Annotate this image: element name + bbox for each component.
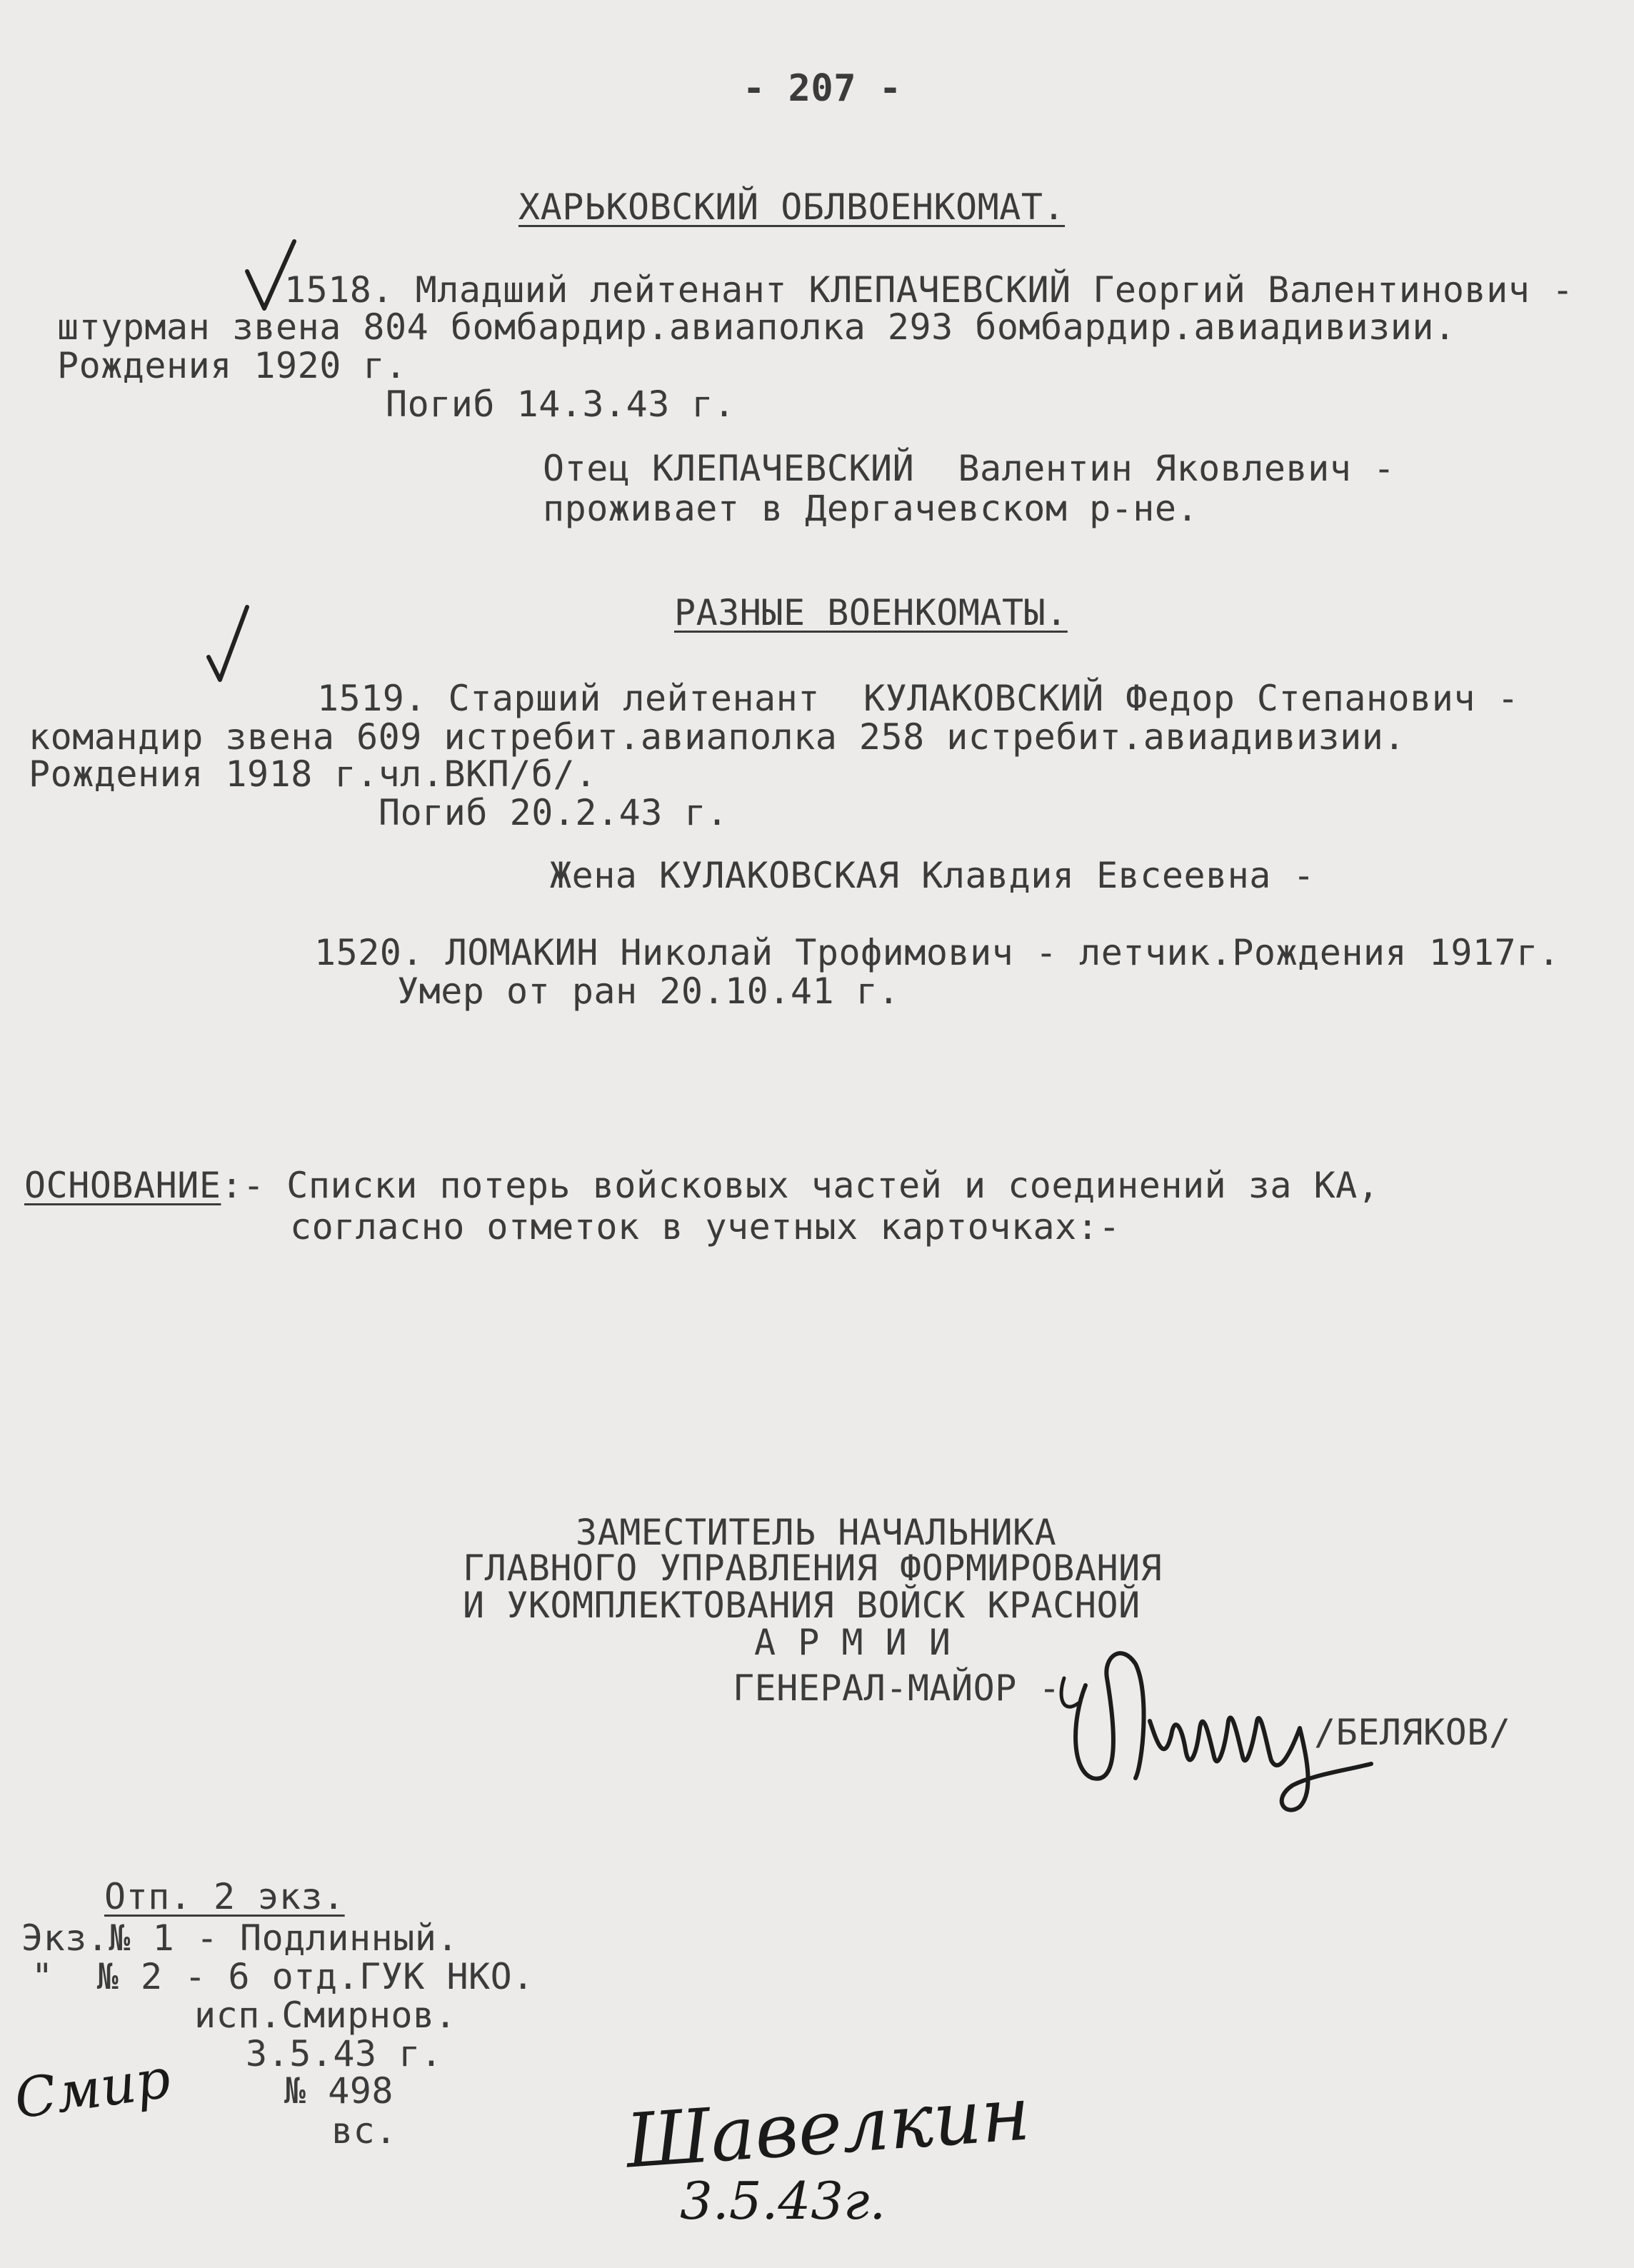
copy-1: Экз.№ 1 - Подлинный. — [21, 1917, 459, 1959]
basis-separator: :- — [221, 1165, 265, 1206]
entry-1520-line1: 1520. ЛОМАКИН Николай Трофимович - летчик.Рождения 1917г. — [314, 932, 1560, 973]
signatory-rank: ГЕНЕРАЛ-МАЙОР - — [733, 1667, 1061, 1709]
copy-2: " № 2 - 6 отд.ГУК НКО. — [31, 1956, 534, 1997]
basis-label: ОСНОВАНИЕ — [24, 1165, 221, 1206]
section-heading-various: РАЗНЫЕ ВОЕНКОМАТЫ. — [674, 592, 1068, 633]
signatory-name: /БЕЛЯКОВ/ — [1314, 1712, 1511, 1753]
copies-note: Отп. 2 экз. — [104, 1876, 345, 1917]
signatory-title-line1: ЗАМЕСТИТЕЛЬ НАЧАЛЬНИКА — [576, 1512, 1057, 1553]
entry-1519-line1: 1519. Старший лейтенант КУЛАКОВСКИЙ Федор Степанович - — [317, 678, 1520, 719]
entry-1518-line3: Рождения 1920 г. — [57, 345, 407, 386]
bottom-handwritten-signature: Шавелкин — [623, 2069, 1033, 2185]
page-number: - 207 - — [743, 67, 902, 110]
entry-1518-line4: Погиб 14.3.43 г. — [386, 383, 736, 425]
entry-1520-line2: Умер от ран 20.10.41 г. — [397, 970, 900, 1012]
entry-1519-line2: командир звена 609 истребит.авиаполка 258 истребит.авиадивизии. — [29, 716, 1405, 758]
entry-1518-line1: 1518. Младший лейтенант КЛЕПАЧЕВСКИЙ Георгий Валентинович - — [284, 269, 1574, 311]
entry-1519-line4: Погиб 20.2.43 г. — [379, 792, 728, 833]
basis-line1 — [24, 1165, 1379, 1205]
document-number: № 498 — [284, 2070, 394, 2112]
section-heading-kharkov: ХАРЬКОВСКИЙ ОБЛВОЕНКОМАТ. — [518, 186, 1066, 228]
entry-1519-line3: Рождения 1918 г.чл.ВКП/б/. — [29, 753, 597, 795]
bottom-handwritten-date: 3.5.43г. — [680, 2171, 886, 2231]
executor: исп.Смирнов. — [194, 1994, 457, 2036]
basis-text1: Списки потерь войсковых частей и соединений за КА, — [264, 1165, 1380, 1206]
entry-1518-relative-line2: проживает в Дергачевском р-не. — [543, 488, 1199, 529]
signatory-title-line2: ГЛАВНОГО УПРАВЛЕНИЯ ФОРМИРОВАНИЯ — [463, 1547, 1163, 1589]
entry-1518-relative-line1: Отец КЛЕПАЧЕВСКИЙ Валентин Яковлевич - — [543, 448, 1395, 489]
signatory-title-line4: А Р М И И — [754, 1622, 951, 1663]
left-handwritten-signature: Смир — [10, 2046, 174, 2131]
handwritten-signature — [1043, 1635, 1385, 1821]
signatory-title-line3: И УКОМПЛЕКТОВАНИЯ ВОЙСК КРАСНОЙ — [463, 1585, 1141, 1626]
execution-date: 3.5.43 г. — [246, 2033, 443, 2074]
typist-initials: вс. — [331, 2110, 397, 2152]
checkmark-icon — [204, 601, 269, 687]
basis-line2: согласно отметок в учетных карточках:- — [290, 1206, 1121, 1248]
entry-1518-line2: штурман звена 804 бомбардир.авиаполка 293 бомбардир.авиадивизии. — [57, 306, 1456, 348]
entry-1519-relative: Жена КУЛАКОВСКАЯ Клавдия Евсеевна - — [550, 855, 1315, 896]
